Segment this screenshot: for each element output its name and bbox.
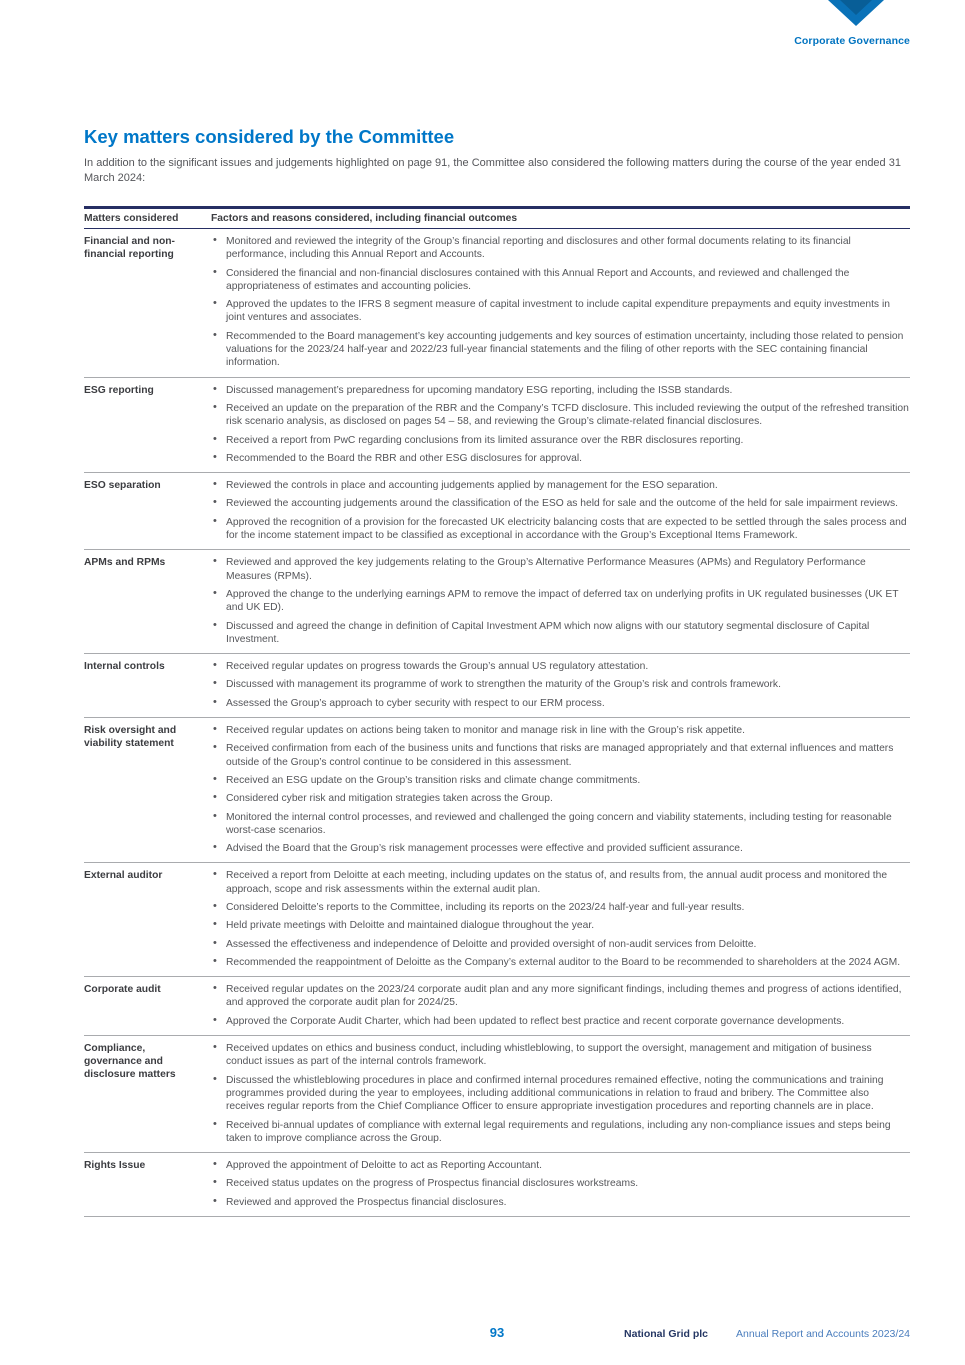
footer-right (624, 1327, 910, 1341)
factors-list (211, 869, 910, 969)
factor-item: • Received a report from Deloitte at each meeting, including updates on the status of, and results from, the annual audit process and monitored the approach, scope and risk assessments within the external audit plan. (211, 869, 910, 896)
table-row (84, 863, 910, 977)
factors-cell (211, 869, 910, 974)
matter-label: Compliance, governance and disclosure matters (84, 1043, 176, 1081)
factors-cell (211, 384, 910, 470)
factors-cell (211, 660, 910, 715)
factor-item: • Recommended the reappointment of Deloitte as the Company’s external auditor to the Board to be recommended to shareholders at the 2024 AGM. (211, 956, 910, 969)
table-row (84, 977, 910, 1036)
table-row (84, 1153, 910, 1217)
page-title: Key matters considered by the Committee (84, 126, 455, 147)
table-row (84, 550, 910, 654)
table-row (84, 473, 910, 550)
factor-item: • Assessed the Group’s approach to cyber security with respect to our ERM process. (211, 697, 910, 710)
table-row (84, 1036, 910, 1153)
table-row (84, 654, 910, 718)
factors-list (211, 479, 910, 542)
factor-item: • Received confirmation from each of the business units and functions that risks are managed appropriately and that external influences and matters outside of the Group’s control continue to be considered in this assessment. (211, 742, 910, 769)
factor-item: • Received bi-annual updates of compliance with external legal requirements and regulations, including any non-compliance issues and steps being taken to improve compliance across the Group. (211, 1119, 910, 1146)
footer-report: Annual Report and Accounts 2023/24 (736, 1328, 910, 1340)
factor-item: • Approved the appointment of Deloitte to act as Reporting Accountant. (211, 1159, 910, 1172)
factors-list (211, 1042, 910, 1145)
matter-label: External auditor (84, 870, 163, 882)
factors-cell (211, 724, 910, 860)
factor-item: • Received status updates on the progress of Prospectus financial disclosures workstreams. (211, 1177, 910, 1190)
factor-item: • Discussed management’s preparedness for upcoming mandatory ESG reporting, including the ISSB standards. (211, 384, 910, 397)
table-row (84, 229, 910, 378)
table-row (84, 378, 910, 473)
factor-item: • Reviewed the controls in place and accounting judgements applied by management for the ESO separation. (211, 479, 910, 492)
factor-item: • Approved the recognition of a provision for the forecasted UK electricity balancing costs that are expected to be settled through the sales process and for the income statement impact to be classified as exceptional in accordance with the Group’s Exceptional Items Framework. (211, 516, 910, 543)
factors-cell (211, 556, 910, 651)
factor-item: • Approved the change to the underlying earnings APM to remove the impact of deferred tax on underlying profits in UK regulated businesses (UK ET and UK ED). (211, 588, 910, 615)
table-header-row (84, 209, 910, 229)
col-header-factors: Factors and reasons considered, including financial outcomes (211, 213, 518, 224)
factor-item: • Recommended to the Board the RBR and other ESG disclosures for approval. (211, 452, 910, 465)
matter-label: ESG reporting (84, 384, 154, 396)
factor-item: • Considered the financial and non-financial disclosures contained with this Annual Report and Accounts, and reviewed and challenged the appropriateness of estimates and accounting policies. (211, 267, 910, 294)
intro-text: In addition to the significant issues and judgements highlighted on page 91, the Committee also considered the following matters during the course of the year ended 31 March 2024: (84, 157, 901, 184)
factor-item: • Discussed the whistleblowing procedures in place and confirmed internal procedures remained effective, noting the communications and training programmes provided during the year to employees, including additional communications in relation to fraud and bribery. The Committee also receives regular reports from the Chief Compliance Officer to ensure appropriate investigation procedures and reporting channels are in place. (211, 1074, 910, 1114)
section-ribbon-icon (828, 0, 884, 28)
matter-label: APMs and RPMs (84, 557, 166, 569)
page-number: 93 (489, 1325, 505, 1340)
page-footer (84, 1325, 910, 1341)
matter-label: Internal controls (84, 661, 165, 673)
matter-label: Corporate audit (84, 984, 161, 996)
factor-item: • Reviewed and approved the key judgements relating to the Group’s Alternative Performance Measures (APMs) and Regulatory Performance Measures (RPMs). (211, 556, 910, 583)
logo-wrap (794, 0, 910, 28)
factor-item: • Held private meetings with Deloitte and maintained dialogue throughout the year. (211, 919, 910, 932)
factor-item: • Advised the Board that the Group’s risk management processes were effective and provided sufficient assurance. (211, 842, 910, 855)
table-row (84, 718, 910, 863)
factor-item: • Received an ESG update on the Group’s transition risks and climate change commitments. (211, 774, 910, 787)
factors-cell (211, 479, 910, 547)
factor-item: • Received updates on ethics and business conduct, including whistleblowing, to support the oversight, management and mitigation of business conduct issues as part of the internal controls framework. (211, 1042, 910, 1069)
factors-list (211, 724, 910, 855)
factors-cell (211, 983, 910, 1033)
factor-item: • Approved the Corporate Audit Charter, which had been updated to reflect best practice and recent corporate governance developments. (211, 1015, 910, 1028)
matter-label: ESO separation (84, 480, 161, 492)
factor-item: • Received regular updates on the 2023/24 corporate audit plan and any more significant findings, including themes and progress of actions identified, and approved the corporate audit plan for 2024/25. (211, 983, 910, 1010)
matter-label: Rights Issue (84, 1160, 146, 1172)
factor-item: • Discussed with management its programme of work to strengthen the maturity of the Group’s risk and controls framework. (211, 678, 910, 691)
main-content (84, 126, 910, 1217)
matters-table (84, 206, 910, 1217)
col-header-matters: Matters considered (84, 213, 179, 224)
section-label: Corporate Governance (794, 35, 910, 47)
footer-company: National Grid plc (624, 1328, 709, 1340)
factor-item: • Considered cyber risk and mitigation strategies taken across the Group. (211, 792, 910, 805)
factor-item: • Approved the updates to the IFRS 8 segment measure of capital investment to include capital expenditure prepayments and equity investments in joint ventures and associates. (211, 298, 910, 325)
factors-cell (211, 1042, 910, 1150)
factor-item: • Reviewed the accounting judgements around the classification of the ESO as held for sale and the outcome of the held for sale impairment reviews. (211, 497, 910, 510)
factors-list (211, 384, 910, 465)
matter-label: Financial and non-financial reporting (84, 236, 175, 260)
table-body (84, 229, 910, 1217)
factor-item: • Discussed and agreed the change in definition of Capital Investment APM which now aligns with our statutory segmental disclosure of Capital Investment. (211, 620, 910, 647)
factor-item: • Recommended to the Board management’s key accounting judgements and key sources of estimation uncertainty, including those related to pension valuations for the 2023/24 half-year and 2022/23 full-year financial statements and the filing of other reports with the SEC containing financial information. (211, 330, 910, 370)
factor-item: • Received an update on the preparation of the RBR and the Company’s TCFD disclosure. This included reviewing the output of the refreshed transition risk scenario analysis, as disclosed on pages 54 – 58, and reviewing the Group’s climate-related financial disclosures. (211, 402, 910, 429)
factors-list (211, 983, 910, 1028)
factors-list (211, 235, 910, 370)
factor-item: • Received regular updates on progress towards the Group’s annual US regulatory attestation. (211, 660, 910, 673)
factors-list (211, 1159, 910, 1209)
page-header (794, 0, 910, 47)
factors-list (211, 556, 910, 646)
factors-cell (211, 235, 910, 375)
factor-item: • Reviewed and approved the Prospectus financial disclosures. (211, 1196, 910, 1209)
factor-item: • Considered Deloitte’s reports to the Committee, including its reports on the 2023/24 half-year and full-year results. (211, 901, 910, 914)
factors-cell (211, 1159, 910, 1214)
factor-item: • Monitored the internal control processes, and reviewed and challenged the going concern and viability statements, including testing for reasonable worst-case scenarios. (211, 811, 910, 838)
factor-item: • Assessed the effectiveness and independence of Deloitte and provided oversight of non-audit services from Deloitte. (211, 938, 910, 951)
factor-item: • Received regular updates on actions being taken to monitor and manage risk in line with the Group’s risk appetite. (211, 724, 910, 737)
matter-label: Risk oversight and viability statement (84, 725, 177, 750)
factor-item: • Received a report from PwC regarding conclusions from its limited assurance over the RBR disclosures reporting. (211, 434, 910, 447)
factor-item: • Monitored and reviewed the integrity of the Group’s financial reporting and disclosures and other formal documents relating to its financial performance, including this Annual Report and Accounts. (211, 235, 910, 262)
factors-list (211, 660, 910, 710)
